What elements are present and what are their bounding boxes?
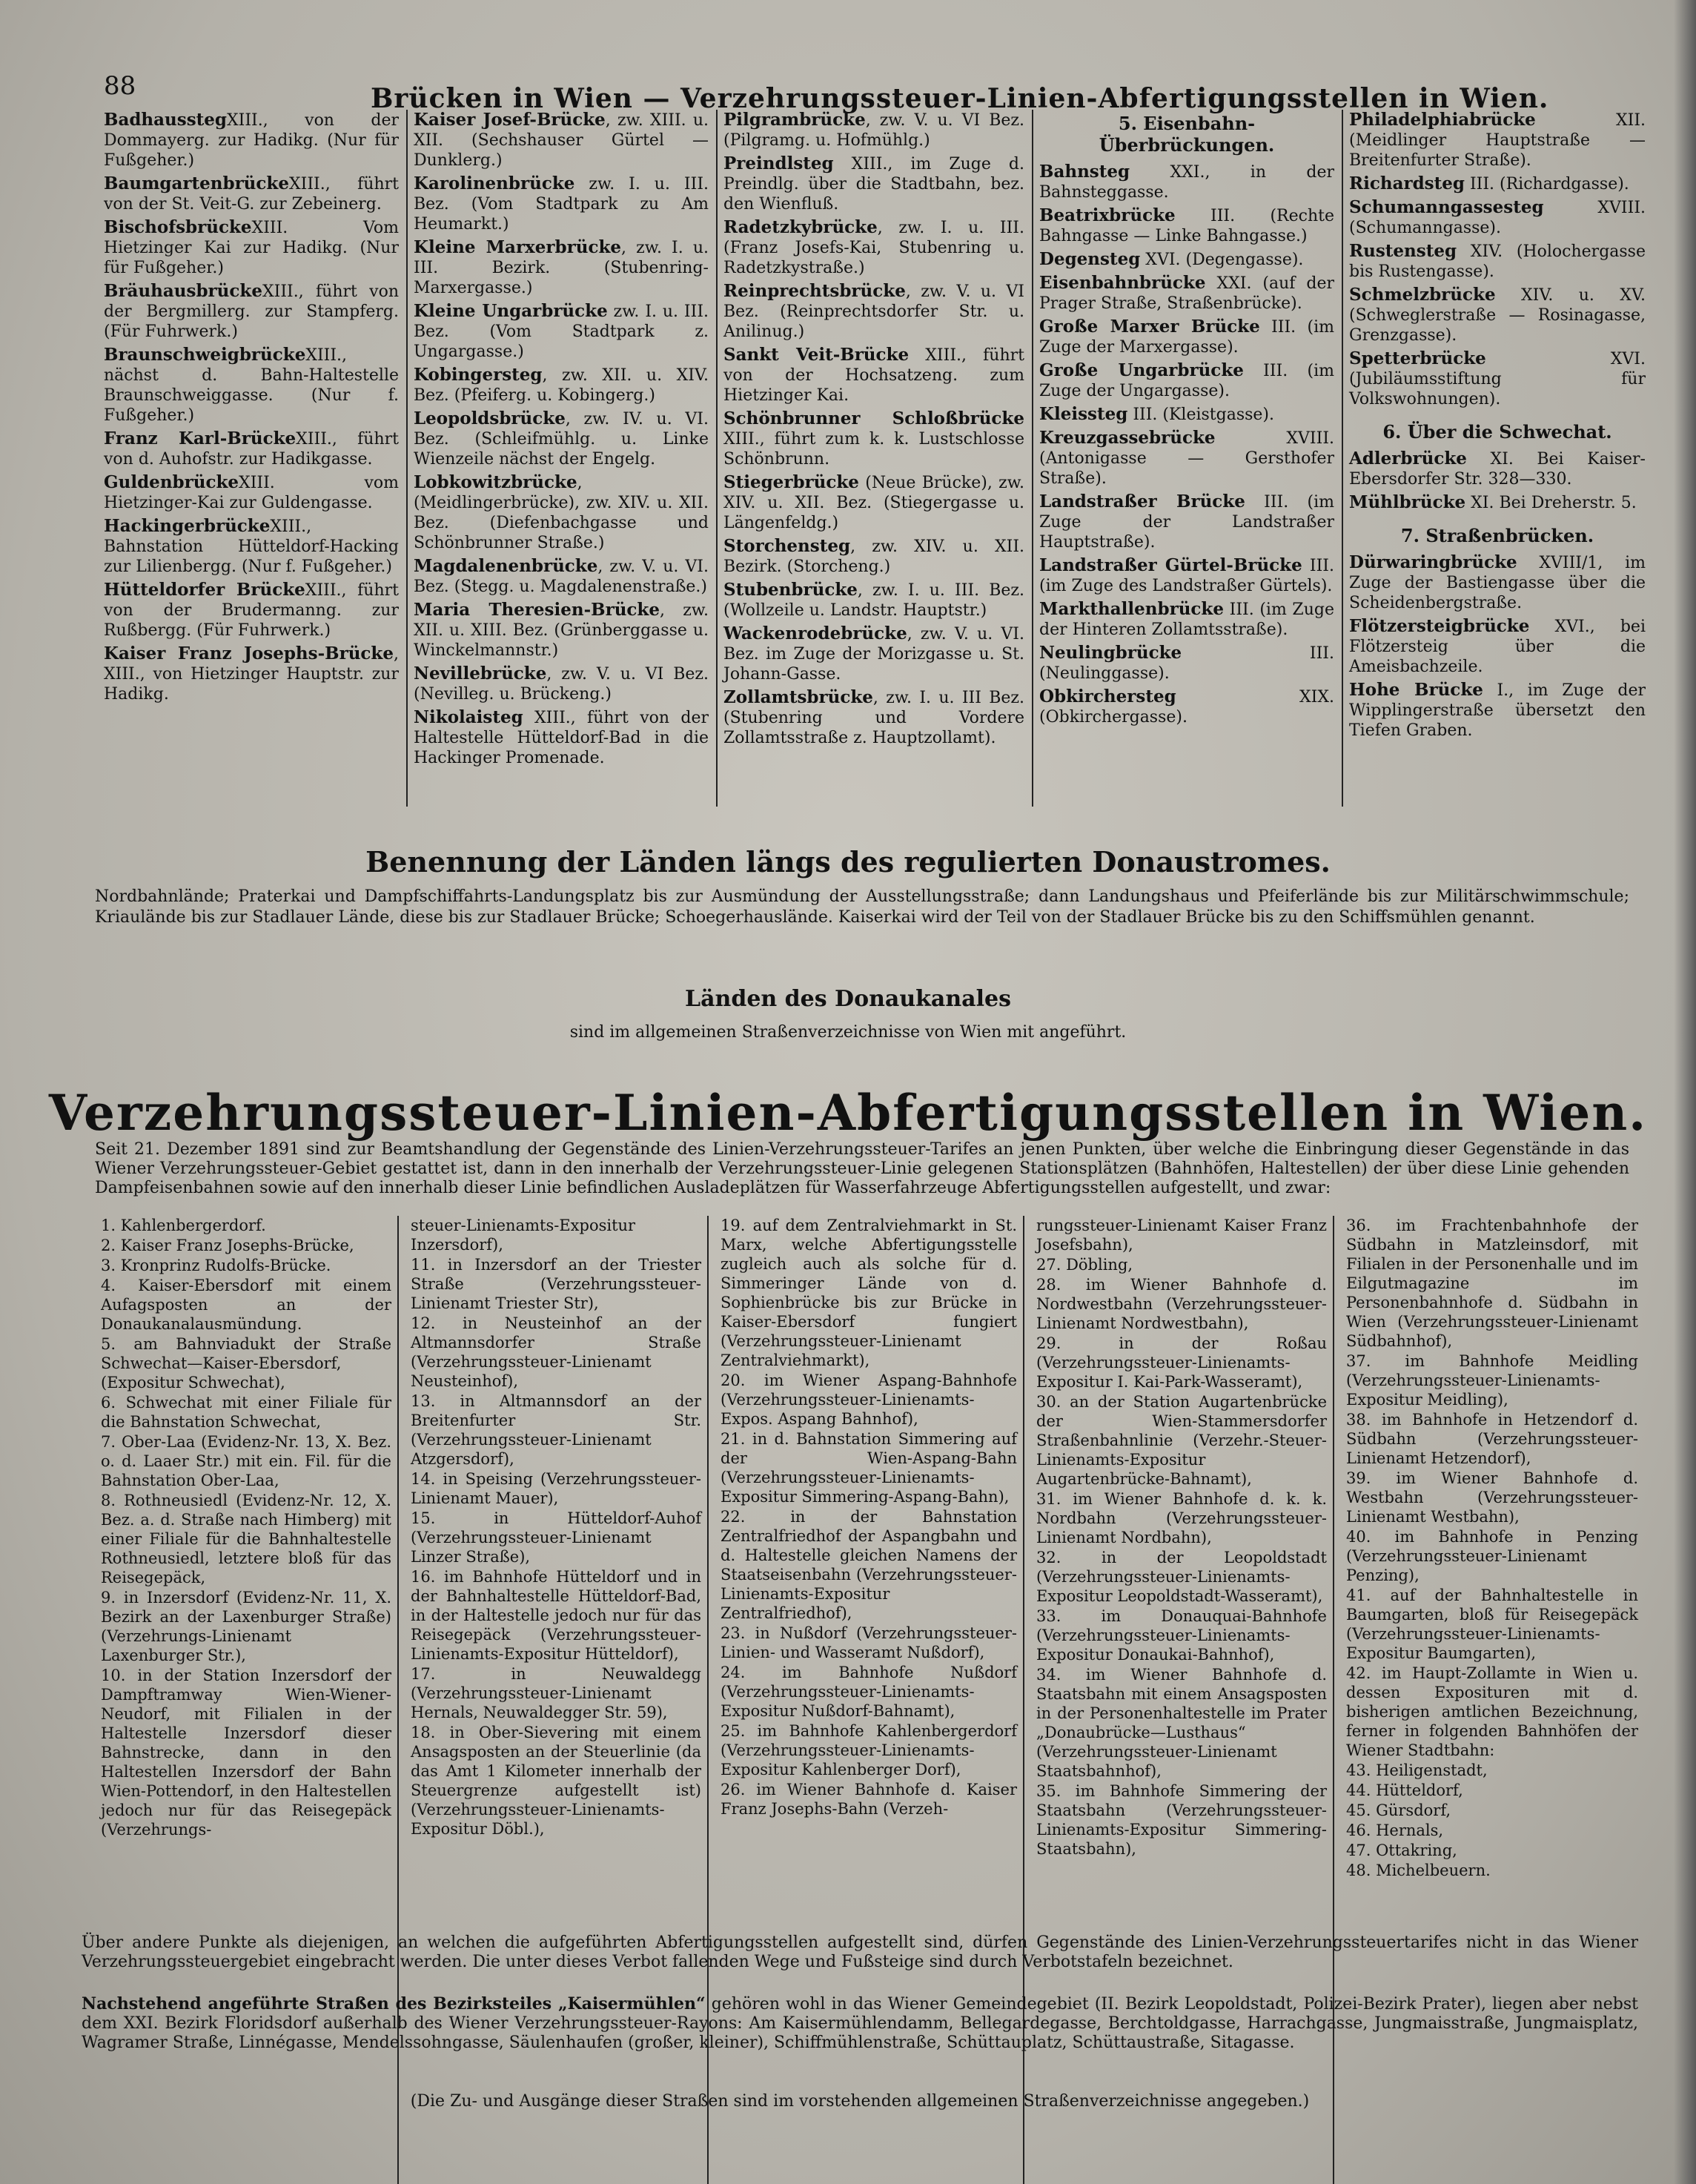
abfertigung-entry: 34. im Wiener Bahnhofe d. Staatsbahn mit einem Ansagsposten in der Personenhaltestelle im Prater „Donaubrücke—Lusthaus“ (Verzehrungssteuer-Linienamt Staatsbahnhof), <box>1036 1666 1327 1780</box>
bridge-name: Sankt Veit-Brücke <box>723 345 910 365</box>
bridge-description: , XIII., von Hietzinger Hauptstr. zur Hadikg. <box>104 645 399 704</box>
bridge-entry <box>1349 616 1646 677</box>
bridge-entry <box>1039 249 1334 270</box>
abfertigung-entry: 5. am Bahnviadukt der Straße Schwechat—Kaiser-Ebersdorf, (Expositur Schwechat), <box>101 1335 391 1392</box>
bridge-description: XIX. (Obkirchergasse). <box>1039 688 1334 727</box>
bridge-entry <box>1039 404 1334 425</box>
bridge-description: III. (im Zuge der Ungargasse). <box>1039 362 1335 400</box>
bridge-description: , zw. XII. u. XIII. Bez. (Grünberggasse u. Winckelmannstr.) <box>414 601 709 660</box>
bridges-column-1 <box>104 110 408 807</box>
bridge-name: Hackingerbrücke <box>104 516 271 536</box>
bridge-entry <box>1039 492 1334 552</box>
bridge-description: III. (Neulinggasse). <box>1039 644 1334 683</box>
bridge-entry <box>1039 273 1334 314</box>
bridge-name: Bischofsbrücke <box>104 217 252 237</box>
bridge-entry <box>414 707 709 768</box>
bridge-entry <box>104 472 399 513</box>
bridge-description: XIII., im Zuge d. Preindlg. über die Stadtbahn, bez. den Wienfluß. <box>723 155 1024 214</box>
abfertigung-entry: 36. im Frachtenbahnhofe der Südbahn in Matzleinsdorf, mit Filialen in der Personenhalle und im Eilgutmagazine im Personenbahnhofe d. Südbahn in Wien (Verzehrungssteuer-Linienamt Südbahnhof), <box>1346 1217 1638 1350</box>
bridge-description: zw. I. u. III. Bez. (Vom Stadtpark z. Ungargasse.) <box>414 302 709 361</box>
bridge-name: Rustensteg <box>1349 241 1457 261</box>
bridge-description: , zw. I. u. III. Bez. (Wollzeile u. Landstr. Hauptstr.) <box>723 581 1024 620</box>
bridge-entry <box>414 600 709 661</box>
section-heading-eisenbahn: 5. Eisenbahn-Überbrückungen. <box>1099 113 1275 156</box>
note-kaisermuehlen <box>82 1994 1638 2053</box>
bridge-description: III. (Rechte Bahngasse — Linke Bahngasse.) <box>1039 207 1334 245</box>
bridge-description: , zw. XIII. u. XII. (Sechshauser Gürtel — Dunklerg.) <box>414 111 709 170</box>
bridge-description: XIV. u. XV. (Schweglerstraße — Rosinagasse, Grenzgasse). <box>1349 286 1646 345</box>
bridge-name: Große Ungarbrücke <box>1039 360 1244 380</box>
laenden-heading: Benennung der Länden längs des regulierten Donaustromes. <box>365 845 1331 878</box>
abfertigung-entry: steuer-Linienamts-Expositur Inzersdorf), <box>411 1217 636 1254</box>
abfertigung-entry: 16. im Bahnhofe Hütteldorf und in der Bahnhaltestelle Hütteldorf-Bad, in der Haltestelle jedoch nur für das Reisegepäck (Verzehrungssteuer-Linienamts-Expositur Hütteldorf), <box>411 1568 701 1663</box>
bridge-entry <box>414 173 709 234</box>
bridge-name: Kaiser Franz Josephs-Brücke <box>104 643 394 664</box>
bridge-name: Schmelzbrücke <box>1349 285 1496 305</box>
bridge-name: Magdalenenbrücke <box>414 556 598 576</box>
laenden-text: Nordbahnlände; Praterkai und Dampfschiffahrts-Landungsplatz bis zur Ausmündung der Ausstellungsstraße; dann Landungshaus und Pfeiferlände bis zur Militärschwimmschule; Kriaulände bis zur Stadlauer Lände, diese bis zur Stadlauer Brücke; Schoegerhauslände. Kaiserkai wird der Teil von der Stadlauer Brücke bis zu den Schiffsmühlen genannt. <box>95 887 1629 927</box>
bridge-entry <box>104 345 399 426</box>
abfertigung-entry: 19. auf dem Zentralviehmarkt in St. Marx, welche Abfertigungsstelle zugleich auch als solche für d. Simmeringer Lände von d. Sophienbrücke bis zur Brücke in Kaiser-Ebersdorf fungiert (Verzehrungssteuer-Linienamt Zentralviehmarkt), <box>721 1217 1017 1369</box>
bridge-description: , zw. I. u. III. Bezirk. (Stubenring-Marxergasse.) <box>414 239 709 297</box>
bridge-entry <box>1349 197 1646 238</box>
bridge-name: Leopoldsbrücke <box>414 408 566 428</box>
bridge-description: zw. I. u. III. Bez. (Vom Stadtpark zu Am Heumarkt.) <box>414 175 709 234</box>
bridge-entry <box>1039 317 1334 357</box>
bridge-entry <box>1039 686 1334 727</box>
abfertigung-entry: 7. Ober-Laa (Evidenz-Nr. 13, X. Bez. o. d. Laaer Str.) mit ein. Fil. für die Bahnstation Ober-Laa, <box>101 1433 391 1489</box>
bridge-entry <box>414 472 709 553</box>
bridge-name: Lobkowitzbrücke <box>414 472 577 492</box>
bridge-entry <box>723 281 1024 342</box>
bridge-description: XIII., führt von d. Auhofstr. zur Hadikgasse. <box>104 430 399 469</box>
abfertigung-entry: 18. in Ober-Sievering mit einem Ansagsposten an der Steuerlinie (da das Amt 1 Kilometer innerhalb der Steuergrenze aufgestellt ist) (Verzehrungssteuer-Linienamts-Expositur Döbl.), <box>411 1724 701 1838</box>
abfertigung-entry: 3. Kronprinz Rudolfs-Brücke. <box>101 1257 331 1274</box>
bridge-name: Neulingbrücke <box>1039 643 1182 663</box>
bridge-entry <box>1039 360 1334 401</box>
bridges-columns <box>104 110 1646 807</box>
bridge-name: Dürwaringbrücke <box>1349 552 1517 572</box>
bridge-name: Radetzkybrücke <box>723 217 878 237</box>
bridge-entry <box>1349 492 1646 513</box>
bridge-name: Hütteldorfer Brücke <box>104 580 305 600</box>
abfertigung-entry: 23. in Nußdorf (Verzehrungssteuer-Linien- und Wasseramt Nußdorf), <box>721 1624 1017 1661</box>
bridge-description: XIII., führt von der Haltestelle Hütteldorf-Bad in die Hackinger Promenade. <box>414 709 709 767</box>
bridge-entry <box>1349 449 1646 489</box>
abfertigung-entry: 33. im Donauquai-Bahnhofe (Verzehrungssteuer-Linienamts-Expositur Donaukai-Bahnhof), <box>1036 1607 1327 1664</box>
bridge-name: Schumanngassesteg <box>1349 197 1544 217</box>
abfertigung-entry: 47. Ottakring, <box>1346 1841 1457 1859</box>
bridge-description: XIII., von der Dommayerg. zur Hadikg. (Nur für Fußgeher.) <box>104 111 399 170</box>
bridge-description: (Neue Brücke), zw. XIV. u. XII. Bez. (Stiegergasse u. Längenfeldg.) <box>723 474 1024 532</box>
bridge-description: , zw. I. u. III Bez. (Stubenring und Vordere Zollamtsstraße z. Hauptzollamt). <box>723 689 1024 747</box>
bridge-name: Markthallenbrücke <box>1039 599 1224 619</box>
bridge-description: , zw. I. u. III. (Franz Josefs-Kai, Stubenring u. Radetzkystraße.) <box>723 219 1024 277</box>
bridge-description: XIII., Bahnstation Hütteldorf-Hacking zur Lilienbergg. (Nur f. Fußgeher.) <box>104 517 399 576</box>
running-title: Brücken in Wien — Verzehrungssteuer-Linien-Abfertigungsstellen in Wien. <box>371 83 1549 114</box>
bridge-entry <box>104 281 399 342</box>
bridge-description: XIII., führt von der Bergmillerg. zur Stampferg. (Für Fuhrwerk.) <box>104 282 399 341</box>
bridge-entry <box>414 237 709 298</box>
bridge-name: Mühlbrücke <box>1349 492 1466 512</box>
bridge-description: , zw. XIV. u. XII. Bezirk. (Storcheng.) <box>723 537 1024 576</box>
bridge-name: Preindlsteg <box>723 153 834 173</box>
bridge-description: XXI. (auf der Prager Straße, Straßenbrücke). <box>1039 274 1334 313</box>
note-access: (Die Zu- und Ausgänge dieser Straßen sind im vorstehenden allgemeinen Straßenverzeichnisse angegeben.) <box>410 2092 1310 2111</box>
misc-bridge-list <box>1349 110 1646 409</box>
bridge-entry <box>1039 205 1334 246</box>
bridge-description: , zw. V. u. VI. Bez. (Stegg. u. Magdalenenstraße.) <box>414 557 709 596</box>
bridge-entry <box>1039 162 1334 202</box>
bridge-description: III. (Kleistgasse). <box>1127 406 1275 424</box>
bridge-name: Bahnsteg <box>1039 162 1130 182</box>
bridge-entry <box>104 173 399 214</box>
bridge-entry <box>1349 285 1646 345</box>
bridge-name: Landstraßer Brücke <box>1039 492 1245 512</box>
abfertigung-entry: 24. im Bahnhofe Nußdorf (Verzehrungssteuer-Linienamts-Expositur Nußdorf-Bahnamt), <box>721 1664 1017 1720</box>
verzehrung-intro: Seit 21. Dezember 1891 sind zur Beamtshandlung der Gegenstände des Linien-Verzehrungssteuer-Tarifes an jenen Punkten, über welche die Einbringung dieser Gegenstände in das Wiener Verzehrungssteuer-Gebiet gestattet ist, dann in den innerhalb der Verzehrungssteuer-Linie gelegenen Stationsplätzen (Bahnhöfen, Haltestellen) der über diese Linie gehenden Dampfeisenbahnen sowie auf den innerhalb dieser Linie befindlichen Ausladeplätzen für Wasserfahrzeuge Abfertigungsstellen aufgestellt, und zwar: <box>95 1140 1629 1197</box>
abfertigung-entry: 44. Hütteldorf, <box>1346 1781 1463 1799</box>
abfertigung-entry: 14. in Speising (Verzehrungssteuer-Linienamt Mauer), <box>411 1470 701 1507</box>
bridge-description: , zw. XII. u. XIV. Bez. (Pfeiferg. u. Kobingerg.) <box>414 366 709 405</box>
bridge-name: Franz Karl-Brücke <box>104 428 297 449</box>
bridge-description: XVIII. (Schumanngasse). <box>1349 199 1646 237</box>
abfertigung-entry: 29. in der Roßau (Verzehrungssteuer-Linienamts-Expositur I. Kai-Park-Wasseramt), <box>1036 1334 1327 1391</box>
bridge-name: Schönbrunner Schloßbrücke <box>723 408 1024 428</box>
bridge-name: Kreuzgassebrücke <box>1039 428 1216 448</box>
bridge-entry <box>1349 552 1646 613</box>
bridge-name: Kaiser Josef-Brücke <box>414 110 606 130</box>
abfertigung-entry: 11. in Inzersdorf an der Triester Straße (Verzehrungssteuer-Linienamt Triester Str), <box>411 1256 701 1312</box>
bridge-entry <box>1039 599 1334 640</box>
bridge-description: I., im Zuge der Wipplingerstraße übersetzt den Tiefen Graben. <box>1349 681 1646 740</box>
bridge-name: Eisenbahnbrücke <box>1039 273 1206 293</box>
bridge-description: , zw. V. u. VI Bez. (Reinprechtsdorfer Str. u. Anilinug.) <box>723 282 1024 341</box>
abfertigung-entry: 8. Rothneusiedl (Evidenz-Nr. 12, X. Bez. a. d. Straße nach Himberg) mit einer Filiale für die Bahnhaltestelle Rothneusiedl, letztere bloß für das Reisegepäck, <box>101 1492 391 1586</box>
bridge-name: Beatrixbrücke <box>1039 205 1176 225</box>
bridge-name: Stubenbrücke <box>723 580 858 600</box>
abfertigung-entry: 45. Gürsdorf, <box>1346 1801 1451 1819</box>
page-number: 88 <box>104 71 136 101</box>
abfertigung-entry: 39. im Wiener Bahnhofe d. Westbahn (Verzehrungssteuer-Linienamt Westbahn), <box>1346 1469 1638 1526</box>
bridge-entry <box>1349 680 1646 741</box>
bridge-description: , zw. V. u. VI Bez. (Nevilleg. u. Brückeng.) <box>414 665 709 704</box>
bridges-column-5 <box>1349 110 1646 807</box>
bridge-name: Stiegerbrücke <box>723 472 859 492</box>
bridge-name: Baumgartenbrücke <box>104 173 289 193</box>
bridge-entry <box>414 664 709 704</box>
bridges-column-2 <box>414 110 718 807</box>
abfertigung-entry: 22. in der Bahnstation Zentralfriedhof der Aspangbahn und d. Haltestelle gleichen Namens der Staatseisenbahn (Verzehrungssteuer-Linienamts-Expositur Zentralfriedhof), <box>721 1508 1017 1622</box>
bridge-entry <box>1039 428 1334 489</box>
eisenbahn-bridge-list <box>1039 162 1334 727</box>
abfertigung-entry: 32. in der Leopoldstadt (Verzehrungssteuer-Linienamts-Expositur Leopoldstadt-Wasseramt), <box>1036 1549 1327 1605</box>
abfertigung-entry: 40. im Bahnhofe in Penzing (Verzehrungssteuer-Linienamt Penzing), <box>1346 1528 1638 1584</box>
abfertigung-entry: 30. an der Station Augartenbrücke der Wien-Stammersdorfer Straßenbahnlinie (Verzehr.-Steuer-Linienamts-Expositur Augartenbrücke-Bahnamt), <box>1036 1393 1327 1488</box>
bridge-description: XXI., in der Bahnsteggasse. <box>1039 163 1334 202</box>
abfertigung-entry: 35. im Bahnhofe Simmering der Staatsbahn (Verzehrungssteuer-Linienamts-Expositur Simmering-Staatsbahn), <box>1036 1782 1327 1858</box>
bridge-entry <box>414 556 709 597</box>
bridge-name: Adlerbrücke <box>1349 449 1467 469</box>
bridge-name: Degensteg <box>1039 249 1141 269</box>
bridge-name: Reinprechtsbrücke <box>723 281 906 301</box>
donaukanal-text: sind im allgemeinen Straßenverzeichnisse von Wien mit angeführt. <box>569 1023 1127 1042</box>
bridge-description: XI. Bei Dreherstr. 5. <box>1465 494 1637 512</box>
bridge-name: Hohe Brücke <box>1349 680 1483 700</box>
bridge-name: Spetterbrücke <box>1349 348 1486 368</box>
section-heading-strassenbruecken: 7. Straßenbrücken. <box>1400 525 1594 546</box>
bridge-entry <box>723 623 1024 684</box>
abfertigung-entry: 20. im Wiener Aspang-Bahnhofe (Verzehrungssteuer-Linienamts-Expos. Aspang Bahnhof), <box>721 1371 1017 1428</box>
bridge-name: Guldenbrücke <box>104 472 239 492</box>
abfertigung-entry: 1. Kahlenbergerdorf. <box>101 1217 266 1234</box>
bridge-name: Pilgrambrücke <box>723 110 866 130</box>
abfertigung-entry: 21. in d. Bahnstation Simmering auf der Wien-Aspang-Bahn (Verzehrungssteuer-Linienamts-Expositur Simmering-Aspang-Bahn), <box>721 1430 1017 1506</box>
bridge-entry <box>104 217 399 278</box>
bridge-name: Storchensteg <box>723 536 851 556</box>
strassen-bridge-list <box>1349 552 1646 741</box>
bridge-entry <box>1039 555 1334 596</box>
bridge-description: XII. (Meidlinger Hauptstraße — Breitenfurter Straße). <box>1349 111 1646 170</box>
bridge-description: XVIII. (Antonigasse — Gersthofer Straße). <box>1039 429 1334 488</box>
bridge-name: Große Marxer Brücke <box>1039 317 1260 337</box>
bridge-description: III. (im Zuge des Landstraßer Gürtels). <box>1039 557 1334 595</box>
bridge-entry <box>1349 241 1646 282</box>
bridge-name: Landstraßer Gürtel-Brücke <box>1039 555 1302 575</box>
bridge-description: III. (im Zuge der Marxergasse). <box>1039 318 1334 357</box>
bridges-column-3 <box>723 110 1033 807</box>
bridge-description: XVI., bei Flötzersteig über die Ameisbachzeile. <box>1349 618 1646 676</box>
bridge-name: Wackenrodebrücke <box>723 623 907 643</box>
section-heading-schwechat: 6. Über die Schwechat. <box>1382 421 1612 443</box>
abfertigung-entry: 25. im Bahnhofe Kahlenbergerdorf (Verzehrungssteuer-Linienamts-Expositur Kahlenberger Dorf), <box>721 1722 1017 1778</box>
abfertigung-entry: 41. auf der Bahnhaltestelle in Baumgarten, bloß für Reisegepäck (Verzehrungssteuer-Linienamts-Expositur Baumgarten), <box>1346 1586 1638 1662</box>
bridge-name: Obkirchersteg <box>1039 686 1176 707</box>
verzehrung-title: Verzehrungssteuer-Linien-Abfertigungsstellen in Wien. <box>48 1084 1648 1142</box>
bridge-entry <box>414 110 709 171</box>
bridge-entry <box>1349 173 1646 194</box>
abfertigung-entry: 2. Kaiser Franz Josephs-Brücke, <box>101 1237 354 1254</box>
bridge-description: XIII., führt zum k. k. Lustschlosse Schönbrunn. <box>723 430 1024 469</box>
abfertigung-entry: 10. in der Station Inzersdorf der Dampftramway Wien-Wiener-Neudorf, mit Filialen in der Haltestelle Inzersdorf dieser Bahnstrecke, dann in den Haltestellen Inzersdorf der Bahn Wien-Pottendorf, in den Haltestellen jedoch nur für das Reisegepäck (Verzehrungs- <box>101 1667 391 1839</box>
bridge-description: XIII., führt von der Hochsatzeng. zum Hietzinger Kai. <box>723 346 1024 405</box>
bridge-description: XVIII/1, im Zuge der Bastiengasse über die Scheidenbergstraße. <box>1349 554 1646 612</box>
bridge-entry <box>1039 643 1334 684</box>
bridge-entry <box>723 580 1024 621</box>
bridge-name: Nikolaisteg <box>414 707 523 727</box>
abfertigung-entry: 42. im Haupt-Zollamte in Wien u. dessen Exposituren mit d. bisherigen amtlichen Bezeichnung, ferner in folgenden Bahnhöfen der Wiener Stadtbahn: <box>1346 1664 1638 1759</box>
bridge-entry <box>723 472 1024 533</box>
abfertigung-entry: 43. Heiligenstadt, <box>1346 1761 1488 1779</box>
bridge-entry <box>723 110 1024 150</box>
bridge-name: Maria Theresien-Brücke <box>414 600 660 620</box>
abfertigung-entry: 46. Hernals, <box>1346 1821 1444 1839</box>
bridge-name: Bräuhausbrücke <box>104 281 262 301</box>
abfertigung-entry: 38. im Bahnhofe in Hetzendorf d. Südbahn (Verzehrungssteuer-Linienamt Hetzendorf), <box>1346 1411 1638 1467</box>
bridge-description: XVI. (Jubiläumsstiftung für Volkswohnungen). <box>1349 350 1646 408</box>
bridge-description: XIII. vom Hietzinger-Kai zur Guldengasse. <box>104 474 399 512</box>
bridges-column-4 <box>1039 110 1343 807</box>
bridge-entry <box>104 110 399 171</box>
abfertigung-entry: 6. Schwechat mit einer Filiale für die Bahnstation Schwechat, <box>101 1394 391 1431</box>
bridge-entry <box>414 365 709 406</box>
abfertigung-entry: rungssteuer-Linienamt Kaiser Franz Josefsbahn), <box>1036 1217 1327 1254</box>
bridge-entry <box>1349 110 1646 171</box>
bridge-name: Kobingersteg <box>414 365 543 385</box>
bridge-entry <box>414 408 709 469</box>
bridge-entry <box>104 580 399 641</box>
bridge-entry <box>104 516 399 577</box>
bridge-description: XI. Bei Kaiser-Ebersdorfer Str. 328—330. <box>1349 450 1646 489</box>
bridge-description: III. (im Zuge der Landstraßer Hauptstraße). <box>1039 493 1335 552</box>
bridge-description: XVI. (Degengasse). <box>1140 251 1304 269</box>
bridge-name: Zollamtsbrücke <box>723 687 873 707</box>
schwechat-bridge-list <box>1349 449 1646 513</box>
abfertigung-entry: 4. Kaiser-Ebersdorf mit einem Aufagsposten an der Donaukanalausmündung. <box>101 1277 391 1333</box>
note-kaisermuehlen-body: gehören wohl in das Wiener Gemeindegebiet (II. Bezirk Leopoldstadt, Polizei-Bezirk Prater), liegen aber nebst dem XXI. Bezirk Floridsdorf außerhalb des Wiener Verzehrungssteuer-Rayons: Am Kaisermühlendamm, Bellegardegasse, Berchtoldgasse, Harrachgasse, Jungmaisstraße, Jungmaisplatz, Wagramer Straße, Linnégasse, Mendelssohngasse, Säulenhaufen (großer, kleiner), Schiffmühlenstraße, Schüttauplatz, Schüttaustraße, Sitagasse. <box>82 1995 1638 2052</box>
bridge-name: Nevillebrücke <box>414 664 547 684</box>
bridge-name: Kleine Ungarbrücke <box>414 301 608 321</box>
abfertigung-entry: 48. Michelbeuern. <box>1346 1862 1491 1879</box>
bridge-name: Philadelphiabrücke <box>1349 110 1536 130</box>
bridge-name: Kleissteg <box>1039 404 1128 424</box>
bridge-entry <box>414 301 709 362</box>
bridge-entry <box>104 428 399 469</box>
bridge-description: III. (im Zuge der Hinteren Zollamtsstraße). <box>1039 600 1334 639</box>
abfertigung-entry: 13. in Altmannsdorf an der Breitenfurter Str. (Verzehrungssteuer-Linienamt Atzgersdorf), <box>411 1392 701 1468</box>
bridge-description: XIII. Vom Hietzinger Kai zur Hadikg. (Nur für Fußgeher.) <box>104 219 399 277</box>
abfertigung-entry: 31. im Wiener Bahnhofe d. k. k. Nordbahn (Verzehrungssteuer-Linienamt Nordbahn), <box>1036 1490 1327 1546</box>
bridge-description: XIII., nächst d. Bahn-Haltestelle Braunschweiggasse. (Nur f. Fußgeher.) <box>104 346 399 425</box>
abfertigung-entry: 27. Döbling, <box>1036 1256 1133 1274</box>
donaukanal-heading: Länden des Donaukanales <box>685 986 1011 1012</box>
bridge-description: , zw. V. u. VI. Bez. im Zuge der Morizgasse u. St. Johann-Gasse. <box>723 625 1024 684</box>
abfertigung-entry: 9. in Inzersdorf (Evidenz-Nr. 11, X. Bezirk an der Laxenburger Straße) (Verzehrungs-Linienamt Laxenburger Str.), <box>101 1589 391 1664</box>
bridge-description: , (Meidlingerbrücke), zw. XIV. u. XII. Bez. (Diefenbachgasse und Schönbrunner Straße.) <box>414 474 709 552</box>
bridge-description: III. (Richardgasse). <box>1464 175 1629 193</box>
bridge-description: XIII., führt von der St. Veit-G. zur Zebeinerg. <box>104 175 399 214</box>
bridge-description: , zw. V. u. VI Bez. (Pilgramg. u. Hofmühlg.) <box>723 111 1024 150</box>
bridge-name: Braunschweigbrücke <box>104 345 306 365</box>
bridge-description: XIV. (Holochergasse bis Rustengasse). <box>1349 242 1646 281</box>
note-forbidden-routes: Über andere Punkte als diejenigen, an welchen die aufgeführten Abfertigungsstellen aufgestellt sind, dürfen Gegenstände des Linien-Verzehrungssteuertarifes nicht in das Wiener Verzehrungssteuergebiet eingebracht werden. Die unter dieses Verbot fallenden Wege und Fußsteige sind durch Verbotstafeln bezeichnet. <box>82 1933 1638 1971</box>
bridge-entry <box>104 643 399 704</box>
bridge-entry <box>723 687 1024 748</box>
bridge-entry <box>723 408 1024 469</box>
bridge-name: Badhaussteg <box>104 110 228 130</box>
bridge-entry <box>1349 348 1646 409</box>
abfertigung-entry: 28. im Wiener Bahnhofe d. Nordwestbahn (Verzehrungssteuer-Linienamt Nordwestbahn), <box>1036 1276 1327 1332</box>
bridge-entry <box>723 536 1024 577</box>
abfertigung-entry: 17. in Neuwaldegg (Verzehrungssteuer-Linienamt Hernals, Neuwaldegger Str. 59), <box>411 1665 701 1721</box>
note-kaisermuehlen-lead: Nachstehend angeführte Straßen des Bezirksteiles „Kaisermühlen“ <box>82 1994 706 2013</box>
bridge-entry <box>723 345 1024 406</box>
bridge-name: Kleine Marxerbrücke <box>414 237 622 257</box>
bridge-description: , zw. IV. u. VI. Bez. (Schleifmühlg. u. Linke Wienzeile nächst der Engelg. <box>414 410 709 469</box>
abfertigung-entry: 12. in Neusteinhof an der Altmannsdorfer Straße (Verzehrungssteuer-Linienamt Neusteinhof), <box>411 1314 701 1390</box>
bridge-description: XIII., führt von der Brudermanng. zur Rußbergg. (Für Fuhrwerk.) <box>104 581 399 640</box>
bridge-name: Karolinenbrücke <box>414 173 575 193</box>
abfertigung-entry: 15. in Hütteldorf-Auhof (Verzehrungssteuer-Linienamt Linzer Straße), <box>411 1509 701 1566</box>
abfertigung-entry: 37. im Bahnhofe Meidling (Verzehrungssteuer-Linienamts-Expositur Meidling), <box>1346 1352 1638 1409</box>
abfertigung-entry: 26. im Wiener Bahnhofe d. Kaiser Franz Josephs-Bahn (Verzeh- <box>721 1781 1017 1818</box>
bridge-entry <box>723 153 1024 214</box>
bridge-name: Richardsteg <box>1349 173 1465 193</box>
bridge-name: Flötzersteigbrücke <box>1349 616 1530 636</box>
bridge-entry <box>723 217 1024 278</box>
